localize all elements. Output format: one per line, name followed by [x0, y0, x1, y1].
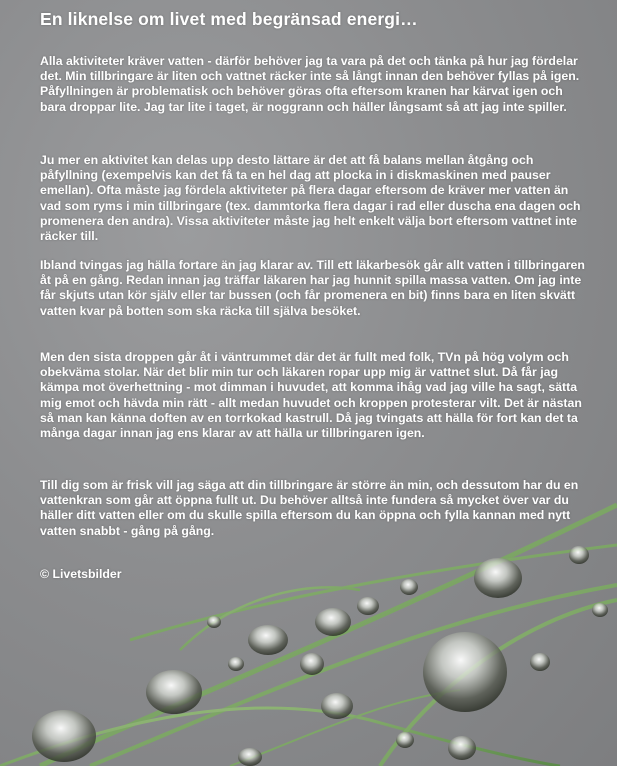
water-droplet	[315, 608, 351, 636]
water-droplet	[448, 736, 476, 760]
copyright-credit: © Livetsbilder	[40, 567, 122, 581]
water-droplet	[238, 748, 262, 766]
water-droplet	[530, 653, 550, 671]
water-droplet	[32, 710, 96, 762]
water-droplet	[569, 546, 589, 564]
water-droplet	[321, 693, 353, 719]
water-droplet	[592, 603, 608, 617]
paragraph: Alla aktiviteter kräver vatten - därför behöver jag ta vara på det och tänka på hur jag fördelar det. Min tillbringare är liten och vattnet räcker inte så långt innan den behöver fyllas på igen. Påfyllningen är problematisk och behöver göras ofta eftersom kranen har kärvat igen och bara droppar lite. Jag tar lite i taget, är noggrann och häller långsamt så att jag inte spiller.	[40, 54, 580, 114]
paragraph: Ibland tvingas jag hälla fortare än jag klarar av. Till ett läkarbesök går allt vatten i tillbringaren åt på en gång. Redan innan jag träffar läkaren har jag hunnit spilla massa vatten. Om jag inte får skjuts utan kör själv eller tar bussen (och får promenera en bit) finns bara en liten skvätt vatten kvar på botten som ska räcka till själva besöket.	[40, 258, 585, 318]
paragraph: Men den sista droppen går åt i väntrummet där det är fullt med folk, TVn på hög volym och obekväma stolar. När det blir min tur och läkaren ropar upp mig är vattnet slut. Då får jag kämpa mot överhettning - mot dimman i huvudet, att komma ihåg vad jag ville ha sagt, sätta mig emot och hävda min rätt - allt medan huvudet och kroppen protesterar vilt. Det är nästan så man kan känna doften av en torrkokad kastrull. Då jag tvingats att hälla för fort kan det ta många dagar innan jag ens klarar av att hälla ur tillbringaren igen.	[40, 350, 582, 441]
water-droplet	[423, 632, 507, 712]
water-droplet	[146, 670, 202, 714]
water-droplet	[248, 625, 288, 655]
water-droplet	[400, 579, 418, 595]
water-droplet	[357, 597, 379, 615]
paragraph: Ju mer en aktivitet kan delas upp desto lättare är det att få balans mellan åtgång och påfyllning (exempelvis kan det få ta en hel dag att plocka in i diskmaskinen med pauser emellan). Ofta måste jag fördela aktiviteter på flera dagar eftersom de kräver mer vatten än vad som ryms i min tillbringare (tex. dammtorka flera dagar i rad eller duscha ena dagen och promenera den andra). Vissa aktiviteter måste jag helt enkelt välja bort eftersom vattnet inte räcker till.	[40, 153, 581, 244]
water-droplet	[207, 616, 221, 628]
water-droplet	[300, 653, 324, 675]
water-droplet	[474, 558, 522, 598]
paragraph: Till dig som är frisk vill jag säga att din tillbringare är större än min, och dessutom har du en vattenkran som går att öppna fullt ut. Du behöver alltså inte fundera så mycket över var du häller ditt vatten eller om du skulle spilla eftersom du kan öppna och fylla kannan med nytt vatten snabbt - gång på gång.	[40, 478, 579, 538]
page-title: En liknelse om livet med begränsad energi…	[40, 9, 418, 29]
water-droplet	[396, 732, 414, 748]
water-droplet	[228, 657, 244, 671]
